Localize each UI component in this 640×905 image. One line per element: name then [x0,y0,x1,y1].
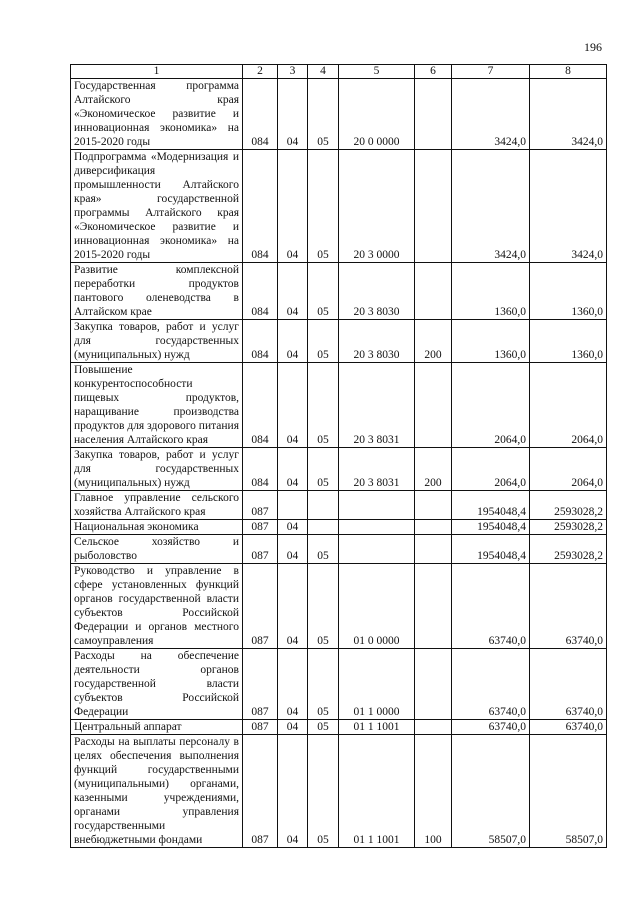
subsection-code-cell: 05 [308,649,339,720]
section-code-cell: 04 [278,79,308,150]
amount-year2-cell: 2593028,2 [530,491,607,520]
expense-type-code-cell [415,720,452,735]
row-name-cell: Повышение конкурентоспособности пищевых продуктов, наращивание производства продуктов для здорового питания населения Алтайского края [71,363,243,448]
header-cell: 6 [415,65,452,79]
amount-year2-cell: 63740,0 [530,564,607,649]
amount-year2-cell: 63740,0 [530,649,607,720]
section-code-cell: 04 [278,150,308,263]
amount-year2-cell: 58507,0 [530,735,607,848]
expense-type-code-cell [415,491,452,520]
expense-type-code-cell [415,564,452,649]
header-cell: 3 [278,65,308,79]
section-code-cell: 04 [278,735,308,848]
subsection-code-cell: 05 [308,564,339,649]
amount-year1-cell: 1360,0 [452,263,530,320]
subsection-code-cell [308,491,339,520]
expense-type-code-cell [415,535,452,564]
table-row [71,263,607,320]
expense-type-code-cell: 100 [415,735,452,848]
row-name-cell: Расходы на обеспечение деятельности органов государственной власти субъектов Российской Федерации [71,649,243,720]
table-row [71,363,607,448]
subsection-code-cell: 05 [308,79,339,150]
table-row [71,649,607,720]
row-name-cell: Сельское хозяйство и рыболовство [71,535,243,564]
expense-type-code-cell [415,263,452,320]
target-item-code-cell: 01 1 0000 [339,649,415,720]
expense-type-code-cell [415,520,452,535]
subsection-code-cell: 05 [308,320,339,363]
ministry-code-cell: 087 [243,649,278,720]
header-cell: 5 [339,65,415,79]
row-name-cell: Развитие комплексной переработки продуктов пантового оленеводства в Алтайском крае [71,263,243,320]
ministry-code-cell: 087 [243,735,278,848]
amount-year2-cell: 3424,0 [530,79,607,150]
amount-year1-cell: 58507,0 [452,735,530,848]
section-code-cell: 04 [278,263,308,320]
amount-year2-cell: 63740,0 [530,720,607,735]
expense-type-code-cell [415,150,452,263]
row-name-cell: Руководство и управление в сфере установленных функций органов государственной власти субъектов Российской Федерации и органов местного самоуправления [71,564,243,649]
table-row [71,735,607,848]
ministry-code-cell: 084 [243,79,278,150]
header-cell: 2 [243,65,278,79]
section-code-cell: 04 [278,320,308,363]
ministry-code-cell: 084 [243,448,278,491]
amount-year1-cell: 2064,0 [452,363,530,448]
row-name-cell: Главное управление сельского хозяйства Алтайского края [71,491,243,520]
subsection-code-cell: 05 [308,448,339,491]
table-row [71,448,607,491]
ministry-code-cell: 087 [243,720,278,735]
header-cell: 8 [530,65,607,79]
section-code-cell: 04 [278,520,308,535]
amount-year2-cell: 1360,0 [530,320,607,363]
amount-year1-cell: 1954048,4 [452,491,530,520]
table-row [71,320,607,363]
subsection-code-cell: 05 [308,720,339,735]
target-item-code-cell: 01 0 0000 [339,564,415,649]
section-code-cell: 04 [278,535,308,564]
table-row [71,150,607,263]
table-row [71,491,607,520]
table-row [71,564,607,649]
expense-type-code-cell: 200 [415,448,452,491]
table-row [71,79,607,150]
subsection-code-cell: 05 [308,535,339,564]
row-name-cell: Центральный аппарат [71,720,243,735]
ministry-code-cell: 084 [243,263,278,320]
ministry-code-cell: 084 [243,150,278,263]
target-item-code-cell [339,535,415,564]
expense-type-code-cell [415,649,452,720]
amount-year2-cell: 2593028,2 [530,520,607,535]
section-code-cell: 04 [278,448,308,491]
row-name-cell: Расходы на выплаты персоналу в целях обеспечения выполнения функций государственными (муниципальными) органами, казенными учреждениями, органами управления государственными внебюджетными фондами [71,735,243,848]
ministry-code-cell: 084 [243,320,278,363]
amount-year2-cell: 2064,0 [530,363,607,448]
header-cell: 4 [308,65,339,79]
row-name-cell: Закупка товаров, работ и услуг для государственных (муниципальных) нужд [71,320,243,363]
page-number: 196 [584,40,602,54]
target-item-code-cell: 01 1 1001 [339,720,415,735]
target-item-code-cell: 01 1 1001 [339,735,415,848]
subsection-code-cell: 05 [308,150,339,263]
section-code-cell: 04 [278,564,308,649]
target-item-code-cell [339,491,415,520]
target-item-code-cell: 20 0 0000 [339,79,415,150]
section-code-cell [278,491,308,520]
ministry-code-cell: 087 [243,535,278,564]
amount-year2-cell: 3424,0 [530,150,607,263]
target-item-code-cell: 20 3 8031 [339,363,415,448]
row-name-cell: Национальная экономика [71,520,243,535]
expense-type-code-cell: 200 [415,320,452,363]
ministry-code-cell: 087 [243,564,278,649]
table-row [71,720,607,735]
amount-year1-cell: 1360,0 [452,320,530,363]
amount-year1-cell: 63740,0 [452,564,530,649]
target-item-code-cell: 20 3 8030 [339,320,415,363]
budget-table [70,64,607,848]
amount-year2-cell: 2064,0 [530,448,607,491]
target-item-code-cell: 20 3 8030 [339,263,415,320]
table-row [71,520,607,535]
table-row [71,535,607,564]
amount-year1-cell: 1954048,4 [452,535,530,564]
subsection-code-cell: 05 [308,735,339,848]
ministry-code-cell: 084 [243,363,278,448]
amount-year1-cell: 3424,0 [452,150,530,263]
subsection-code-cell [308,520,339,535]
amount-year1-cell: 2064,0 [452,448,530,491]
target-item-code-cell: 20 3 8031 [339,448,415,491]
amount-year2-cell: 1360,0 [530,263,607,320]
header-row [71,65,607,79]
amount-year1-cell: 63740,0 [452,720,530,735]
amount-year2-cell: 2593028,2 [530,535,607,564]
row-name-cell: Государственная программа Алтайского края «Экономическое развитие и инновационная экономика» на 2015-2020 годы [71,79,243,150]
target-item-code-cell [339,520,415,535]
subsection-code-cell: 05 [308,263,339,320]
amount-year1-cell: 1954048,4 [452,520,530,535]
amount-year1-cell: 3424,0 [452,79,530,150]
target-item-code-cell: 20 3 0000 [339,150,415,263]
row-name-cell: Подпрограмма «Модернизация и диверсификация промышленности Алтайского края» государственной программы Алтайского края «Экономическое развитие и инновационная экономика» на 2015-2020 годы [71,150,243,263]
expense-type-code-cell [415,363,452,448]
ministry-code-cell: 087 [243,520,278,535]
section-code-cell: 04 [278,363,308,448]
section-code-cell: 04 [278,720,308,735]
header-cell: 1 [71,65,243,79]
row-name-cell: Закупка товаров, работ и услуг для государственных (муниципальных) нужд [71,448,243,491]
section-code-cell: 04 [278,649,308,720]
amount-year1-cell: 63740,0 [452,649,530,720]
expense-type-code-cell [415,79,452,150]
subsection-code-cell: 05 [308,363,339,448]
header-cell: 7 [452,65,530,79]
ministry-code-cell: 087 [243,491,278,520]
table-body [71,79,607,848]
